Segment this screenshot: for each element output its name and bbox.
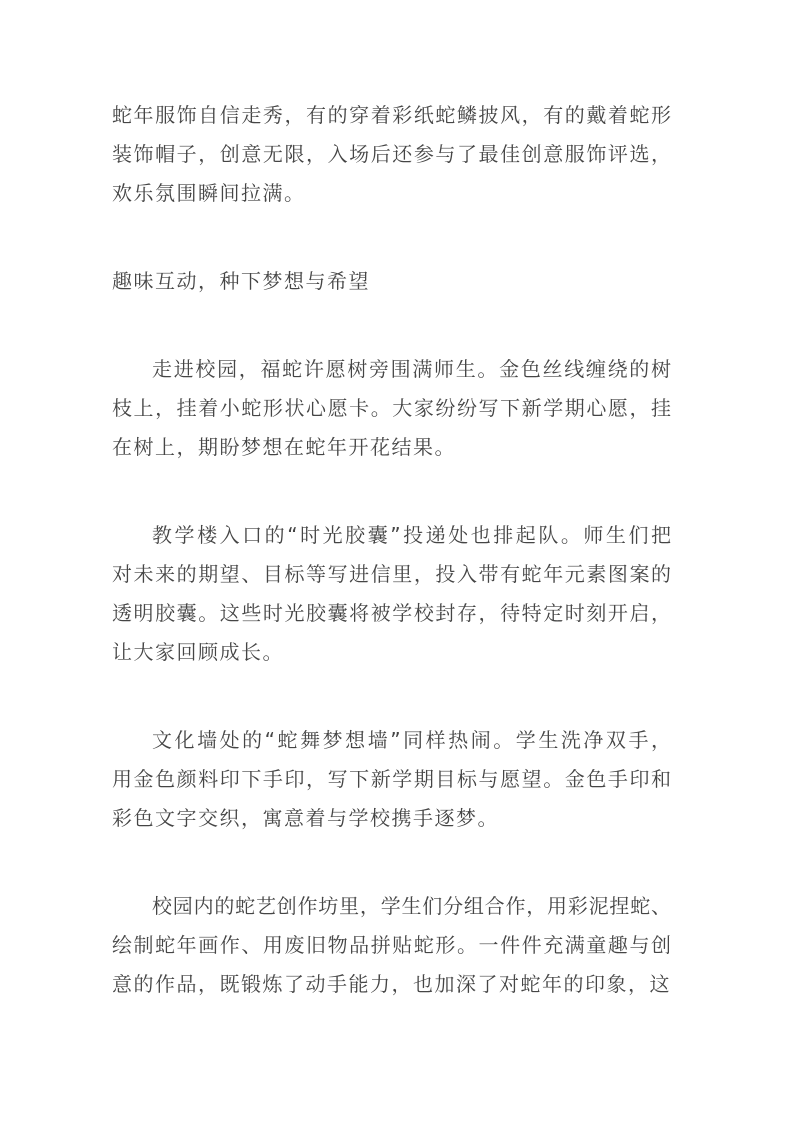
paragraph — [112, 350, 671, 467]
text-line: 用金色颜料印下手印，写下新学期目标与愿望。金色手印和 — [112, 767, 671, 791]
paragraph — [112, 516, 671, 672]
paragraph — [112, 96, 671, 213]
text-line: 在树上，期盼梦想在蛇年开花结果。 — [112, 435, 456, 459]
document-content — [112, 96, 671, 1004]
text-line: 意的作品，既锻炼了动手能力，也加深了对蛇年的印象，这 — [112, 972, 671, 996]
text-line: 彩色文字交织，寓意着与学校携手逐梦。 — [112, 806, 499, 830]
text-line: 教学楼入口的“时光胶囊”投递处也排起队。师生们把 — [152, 523, 671, 547]
text-line: 校园内的蛇艺创作坊里，学生们分组合作，用彩泥捏蛇、 — [152, 894, 671, 918]
paragraph — [112, 887, 671, 1004]
text-line: 对未来的期望、目标等写进信里，投入带有蛇年元素图案的 — [112, 562, 671, 586]
text-line: 文化墙处的“蛇舞梦想墙”同样热闹。学生洗净双手， — [152, 728, 671, 752]
section-heading-line: 趣味互动，种下梦想与希望 — [112, 269, 370, 293]
section-heading — [112, 262, 671, 301]
text-line: 装饰帽子，创意无限，入场后还参与了最佳创意服饰评选， — [112, 142, 671, 166]
text-line: 绘制蛇年画作、用废旧物品拼贴蛇形。一件件充满童趣与创 — [112, 933, 671, 957]
text-line: 走进校园，福蛇许愿树旁围满师生。金色丝线缠绕的树 — [152, 357, 671, 381]
text-line: 透明胶囊。这些时光胶囊将被学校封存，待特定时刻开启， — [112, 601, 671, 625]
text-line: 让大家回顾成长。 — [112, 640, 284, 664]
text-line: 枝上，挂着小蛇形状心愿卡。大家纷纷写下新学期心愿，挂 — [112, 396, 671, 420]
text-line: 欢乐氛围瞬间拉满。 — [112, 181, 306, 205]
text-line: 蛇年服饰自信走秀，有的穿着彩纸蛇鳞披风，有的戴着蛇形 — [112, 103, 671, 127]
paragraph — [112, 721, 671, 838]
